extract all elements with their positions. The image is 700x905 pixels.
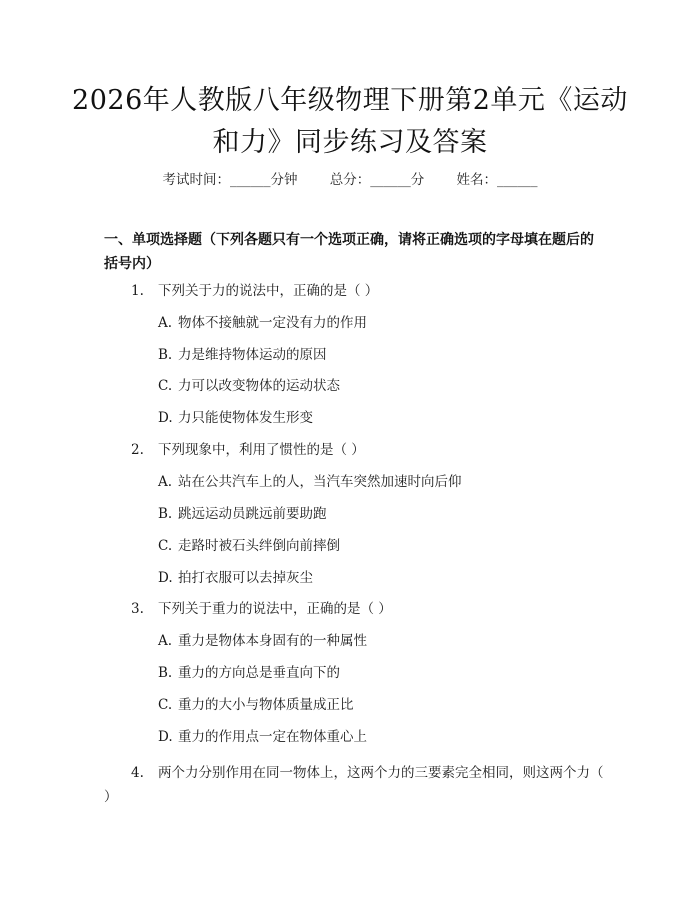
section-heading: 一、单项选择题（下列各题只有一个选项正确，请将正确选项的字母填在题后的括号内） bbox=[104, 232, 594, 272]
option-letter: A. bbox=[158, 633, 173, 649]
option-letter: D. bbox=[158, 410, 173, 426]
option-1c bbox=[158, 376, 340, 396]
question-number: 2. bbox=[131, 442, 144, 458]
option-letter: B. bbox=[158, 506, 173, 522]
option-letter: A. bbox=[158, 315, 173, 331]
student-name: 姓名：______ bbox=[456, 172, 538, 188]
option-text: 重力的作用点一定在物体重心上 bbox=[178, 729, 367, 745]
question-4 bbox=[104, 761, 604, 809]
option-letter: D. bbox=[158, 570, 173, 586]
option-text: 重力的方向总是垂直向下的 bbox=[178, 665, 340, 681]
option-3d bbox=[158, 727, 367, 747]
option-letter: C. bbox=[158, 378, 173, 394]
option-text: 力只能使物体发生形变 bbox=[178, 410, 313, 426]
option-3a bbox=[158, 631, 367, 651]
option-1a bbox=[158, 313, 367, 333]
question-number: 3. bbox=[131, 601, 144, 617]
option-letter: C. bbox=[158, 538, 173, 554]
option-letter: B. bbox=[158, 347, 173, 363]
question-number: 4. bbox=[131, 765, 144, 781]
option-letter: B. bbox=[158, 665, 173, 681]
option-1b bbox=[158, 345, 327, 365]
option-2c bbox=[158, 536, 340, 556]
option-letter: A. bbox=[158, 474, 173, 490]
option-text: 重力的大小与物体质量成正比 bbox=[178, 697, 354, 713]
option-3b bbox=[158, 663, 340, 683]
question-text: 下列关于重力的说法中，正确的是（ ） bbox=[158, 601, 392, 617]
option-text: 力是维持物体运动的原因 bbox=[178, 347, 327, 363]
option-text: 重力是物体本身固有的一种属性 bbox=[178, 633, 367, 649]
option-2b bbox=[158, 504, 327, 524]
option-letter: C. bbox=[158, 697, 173, 713]
option-2d bbox=[158, 568, 313, 588]
option-text: 力可以改变物体的运动状态 bbox=[178, 378, 340, 394]
option-text: 走路时被石头绊倒向前摔倒 bbox=[178, 538, 340, 554]
exam-meta bbox=[0, 168, 700, 188]
question-text: 两个力分别作用在同一物体上，这两个力的三要素完全相同，则这两个力（ ） bbox=[104, 765, 604, 805]
option-3c bbox=[158, 695, 354, 715]
option-text: 拍打衣服可以去掉灰尘 bbox=[178, 570, 313, 586]
exam-time: 考试时间：______分钟 bbox=[162, 172, 298, 188]
question-2 bbox=[131, 440, 365, 460]
option-text: 站在公共汽车上的人，当汽车突然加速时向后仰 bbox=[178, 474, 462, 490]
question-3 bbox=[131, 599, 392, 619]
question-text: 下列现象中，利用了惯性的是（ ） bbox=[158, 442, 365, 458]
total-score: 总分：______分 bbox=[329, 172, 425, 188]
option-1d bbox=[158, 408, 313, 428]
option-text: 跳远运动员跳远前要助跑 bbox=[178, 506, 327, 522]
option-2a bbox=[158, 472, 462, 492]
question-number: 1. bbox=[131, 283, 144, 299]
option-text: 物体不接触就一定没有力的作用 bbox=[178, 315, 367, 331]
option-letter: D. bbox=[158, 729, 173, 745]
question-1 bbox=[131, 281, 378, 301]
question-text: 下列关于力的说法中，正确的是（ ） bbox=[158, 283, 379, 299]
document-title: 2026年人教版八年级物理下册第2单元《运动和力》同步练习及答案 bbox=[72, 85, 628, 158]
